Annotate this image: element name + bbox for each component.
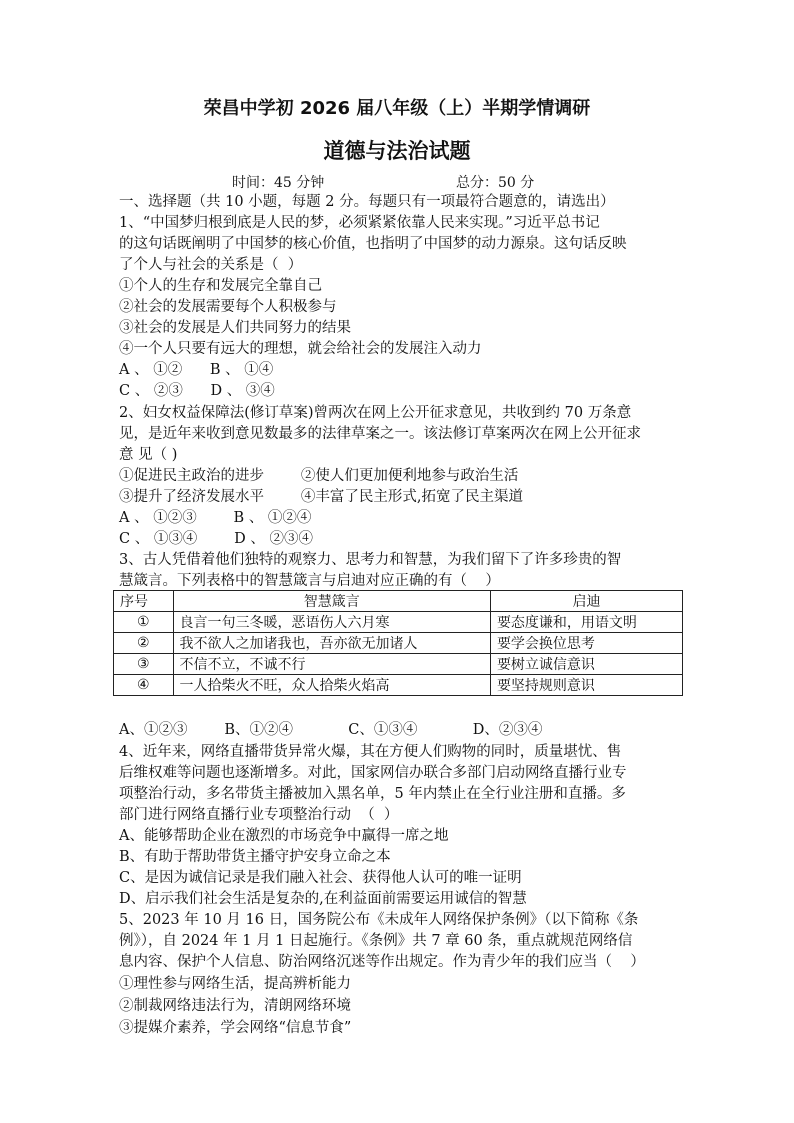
q5-line: 例》），自 2024 年 1 月 1 日起施行。《条例》共 7 章 60 条，重点就规范网络信 — [119, 933, 633, 949]
q2-options: C 、 ①③④ D 、 ②③④ — [119, 531, 314, 547]
q5-line: 5、2023 年 10 月 16 日，国务院公布《未成年人网络保护条例》（以下简称《条 — [119, 912, 639, 928]
q4-option: A、能够帮助企业在激烈的市场竞争中赢得一席之地 — [119, 828, 449, 844]
table-cell: 不信不立，不诚不行 — [173, 654, 490, 675]
q5-statement: ①理性参与网络生活，提高辨析能力 — [119, 976, 351, 992]
q1-statement: ②社会的发展需要每个人积极参与 — [119, 299, 337, 315]
q2-line: 见，是近年来收到意见数最多的法律草案之一。该法修订草案两次在网上公开征求 — [119, 426, 641, 442]
table-header: 智慧箴言 — [173, 591, 490, 612]
table-row — [114, 612, 683, 633]
table-cell: 要坚持规则意识 — [490, 675, 682, 696]
proverb-table — [113, 590, 683, 696]
table-cell: 要态度谦和，用语文明 — [490, 612, 682, 633]
q4-option: B、有助于帮助带货主播守护安身立命之本 — [119, 849, 391, 865]
q1-line: 1、“中国梦归根到底是人民的梦，必须紧紧依靠人民来实现。”习近平总书记 — [119, 215, 600, 231]
q4-line: 部门进行网络直播行业专项整治行动 （ ） — [119, 807, 399, 823]
q5-line: 息内容、保护个人信息、防治网络沉迷等作出规定。作为青少年的我们应当（ ） — [119, 954, 645, 970]
q5-statement: ③提媒介素养，学会网络“信息节食” — [119, 1020, 352, 1036]
q4-line: 后维权难等问题也逐渐增多。对此，国家网信办联合多部门启动网络直播行业专 — [119, 765, 627, 781]
q2-statements: ①促进民主政治的进步 ②使人们更加便利地参与政治生活 — [119, 468, 519, 484]
q3-line: 3、古人凭借着他们独特的观察力、思考力和智慧，为我们留下了许多珍贵的智 — [119, 552, 622, 568]
subject-title: 道德与法治试题 — [323, 139, 471, 163]
table-header-row — [114, 591, 683, 612]
q4-line: 4、近年来，网络直播带货异常火爆，其在方便人们购物的同时，质量堪忧、售 — [119, 744, 622, 760]
q1-line: 的这句话既阐明了中国梦的核心价值，也指明了中国梦的动力源泉。这句话反映 — [119, 236, 627, 252]
table-cell: 我不欲人之加诸我也，吾亦欲无加诸人 — [173, 633, 490, 654]
table-cell: 良言一句三冬暖，恶语伤人六月寒 — [173, 612, 490, 633]
table-row — [114, 654, 683, 675]
table-row — [114, 675, 683, 696]
q1-statement: ④一个人只要有远大的理想，就会给社会的发展注入动力 — [119, 341, 482, 357]
q3-line: 慧箴言。下列表格中的智慧箴言与启迪对应正确的有（ ） — [119, 573, 500, 589]
table-header: 启迪 — [490, 591, 682, 612]
q4-line: 项整治行动，多名带货主播被加入黑名单，5 年内禁止在全行业注册和直播。多 — [119, 786, 626, 802]
q5-statement: ②制裁网络违法行为，清朗网络环境 — [119, 998, 351, 1014]
exam-time: 时间：45 分钟 — [232, 175, 325, 191]
q2-line: 意 见（ ) — [119, 447, 178, 463]
q4-option: D、启示我们社会生活是复杂的,在利益面前需要运用诚信的智慧 — [119, 891, 527, 907]
table-cell: ② — [114, 633, 174, 654]
q1-statement: ③社会的发展是人们共同努力的结果 — [119, 320, 351, 336]
table-cell: 一人拾柴火不旺，众人拾柴火焰高 — [173, 675, 490, 696]
table-header: 序号 — [114, 591, 174, 612]
q1-options: C 、 ②③ D 、 ③④ — [119, 383, 275, 399]
q2-line: 2、妇女权益保障法(修订草案)曾两次在网上公开征求意见，共收到约 70 万条意 — [119, 405, 632, 421]
q2-statements: ③提升了经济发展水平 ④丰富了民主形式,拓宽了民主渠道 — [119, 489, 523, 505]
school-title: 荣昌中学初 2026 届八年级（上）半期学情调研 — [203, 98, 591, 119]
q2-options: A 、 ①②③ B 、 ①②④ — [119, 510, 312, 526]
q4-option: C、是因为诚信记录是我们融入社会、获得他人认可的唯一证明 — [119, 870, 522, 886]
section-title: 一、选择题（共 10 小题，每题 2 分。每题只有一项最符合题意的，请选出） — [119, 194, 615, 210]
table-row — [114, 633, 683, 654]
table-cell: ④ — [114, 675, 174, 696]
exam-score: 总分：50 分 — [456, 175, 535, 191]
table-cell: 要树立诚信意识 — [490, 654, 682, 675]
table-cell: ① — [114, 612, 174, 633]
table-cell: 要学会换位思考 — [490, 633, 682, 654]
q3-options: A、①②③ B、①②④ C、①③④ D、②③④ — [119, 722, 543, 738]
q1-options: A 、 ①② B 、 ①④ — [119, 362, 274, 378]
table-cell: ③ — [114, 654, 174, 675]
q1-line: 了个人与社会的关系是（ ） — [119, 257, 303, 273]
q1-statement: ①个人的生存和发展完全靠自己 — [119, 278, 322, 294]
